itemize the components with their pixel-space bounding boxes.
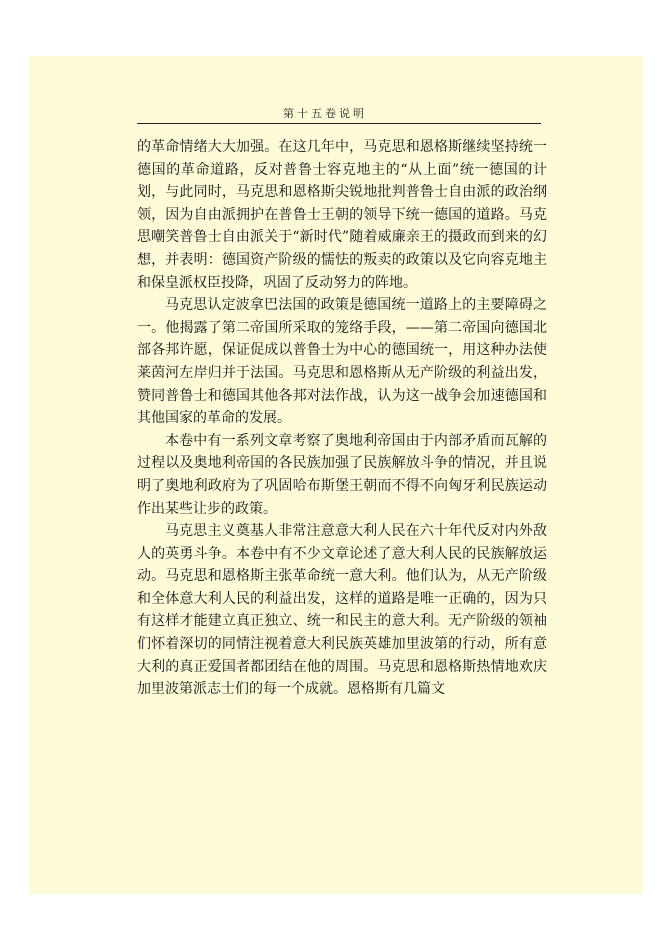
paragraph-4: 马克思主义奠基人非常注意意大利人民在六十年代反对内外敌人的英勇斗争。本卷中有不少文章论述了意大利人民的民族解放运动。马克思和恩格斯主张革命统一意大利。他们认为，从无产阶级和全体意大利人民的利益出发，这样的道路是唯一正确的，因为只有这样才能建立真正独立、统一和民主的意大利。无产阶级的领袖们怀着深切的同情注视着意大利民族英雄加里波第的行动，所有意大利的真正爱国者都团结在他的周围。马克思和恩格斯热情地欢庆加里波第派志士们的每一个成就。恩格斯有几篇文	[137, 523, 547, 698]
paragraph-2: 马克思认定波拿巴法国的政策是德国统一道路上的主要障碍之一。他揭露了第二帝国所采取的笼络手段，——第二帝国向德国北部各邦许愿，保证促成以普鲁士为中心的德国统一，用这种办法使莱茵河左岸归并于法国。马克思和恩格斯从无产阶级的利益出发，赞同普鲁士和德国其他各邦对法作战，认为这一战争会加速德国和其他国家的革命的发展。	[137, 297, 547, 427]
body-text	[137, 136, 547, 701]
running-header: 第十五卷说明	[283, 107, 367, 120]
header-rule	[137, 123, 541, 124]
paragraph-1: 的革命情绪大大加强。在这几年中，马克思和恩格斯继续坚持统一德国的革命道路，反对普鲁士容克地主的“从上面”统一德国的计划，与此同时，马克思和恩格斯尖锐地批判普鲁士自由派的政治纲领，因为自由派拥护在普鲁士王朝的领导下统一德国的道路。马克思嘲笑普鲁士自由派关于“新时代”随着威廉亲王的摄政而到来的幻想，并表明：德国资产阶级的懦怯的叛卖的政策以及它向容克地主和保皇派权臣投降，巩固了反动努力的阵地。	[137, 139, 547, 291]
paragraph-3: 本卷中有一系列文章考察了奥地利帝国由于内部矛盾而瓦解的过程以及奥地利帝国的各民族加强了民族解放斗争的情况，并且说明了奥地利政府为了巩固哈布斯堡王朝而不得不向匈牙利民族运动作出某些让步的政策。	[137, 432, 547, 517]
